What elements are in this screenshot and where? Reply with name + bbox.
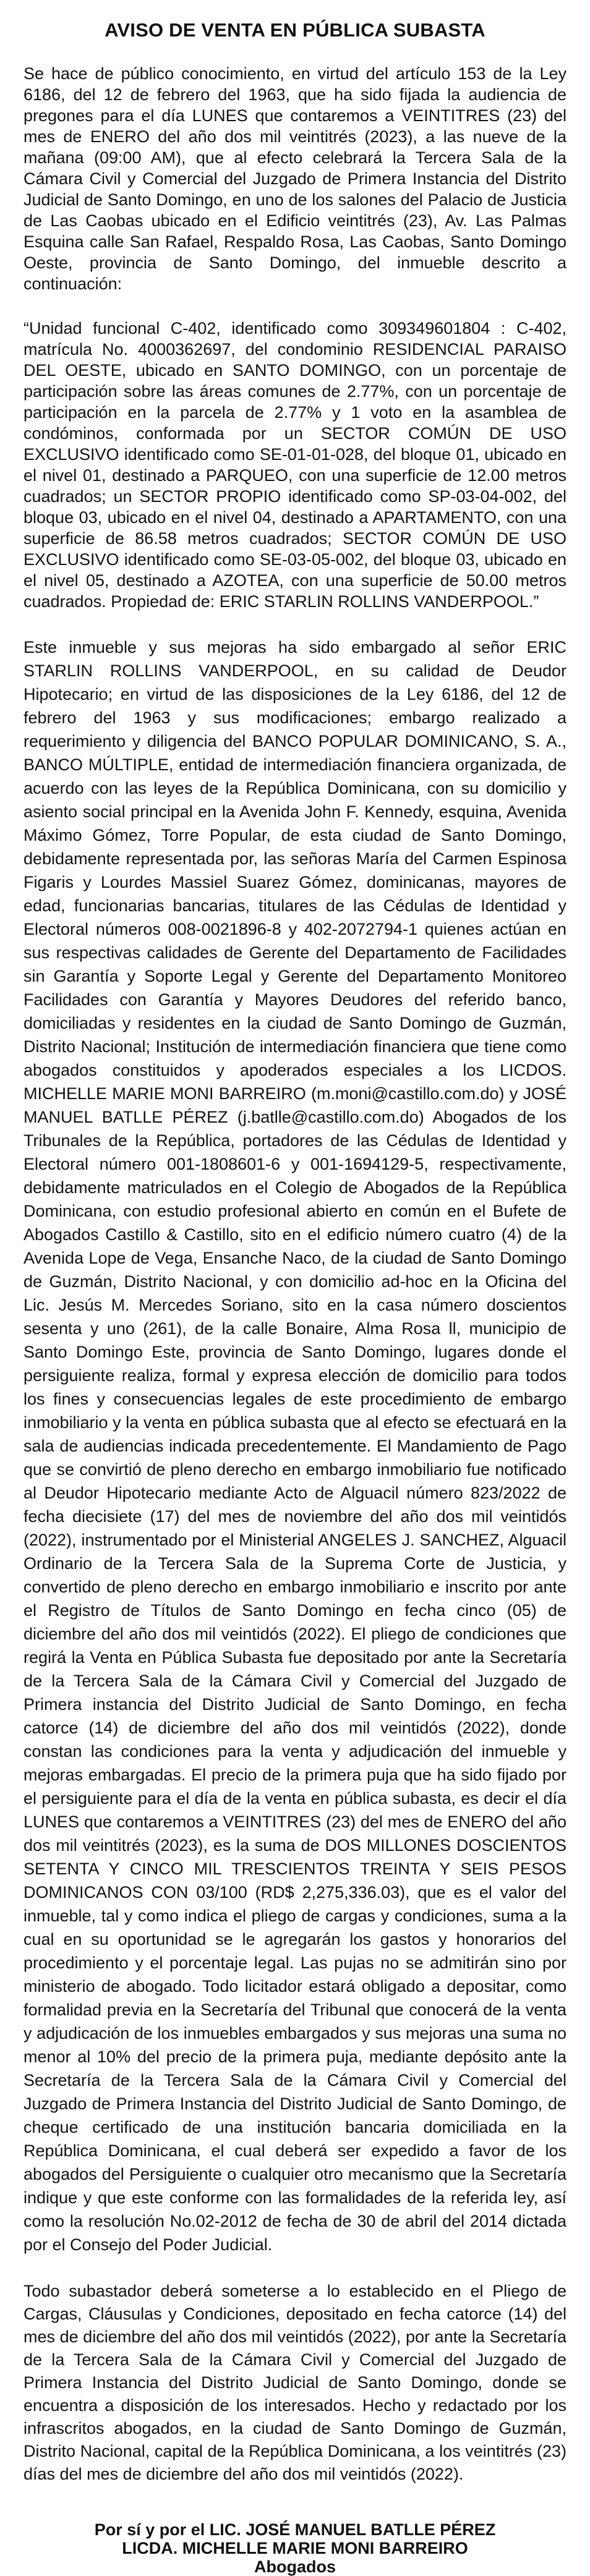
notice-title: AVISO DE VENTA EN PÚBLICA SUBASTA [105,19,485,41]
notice-paragraph-bidding-conditions: Todo subastador deberá someterse a lo establecido en el Pliego de Cargas, Cláusulas y Condiciones, depositado en fecha catorce (14) del mes de diciembre del año dos mil veintidós (2022), por ante la Secretaría de la Tercera Sala de la Cámara Civil y Comercial del Juzgado de Primera Instancia del Distrito Judicial de Santo Domingo, donde se encuentra a disposición de los interesados. Hecho y redactado por los infrascritos abogados, en la ciudad de Santo Domingo de Guzmán, Distrito Nacional, capital de la República Dominicana, a los veintitrés (23) días del mes de diciembre del año dos mil veintidós (2022). [24,2282,566,2483]
signature-line-2: LICDA. MICHELLE MARIE MONI BARREIRO [122,2539,468,2557]
notice-paragraph-property-description: “Unidad funcional C-402, identificado como 309349601804 : C-402, matrícula No. 4000362697, del condominio RESIDENCIAL PARAISO DEL OESTE, ubicado en SANTO DOMINGO, con un porcentaje de participación sobre las áreas comunes de 2.77%, con un porcentaje de participación en la parcela de 2.77% y 1 voto en la asamblea de condóminos, conformada por un SECTOR COMÚN DE USO EXCLUSIVO identificado como SE-01-01-028, del bloque 01, ubicado en el nivel 01, destinado a PARQUEO, con una superficie de 12.00 metros cuadrados; un SECTOR PROPIO identificado como SP-03-04-002, del bloque 03, ubicado en el nivel 04, destinado a APARTAMENTO, con una superficie de 86.58 metros cuadrados; SECTOR COMÚN DE USO EXCLUSIVO identificado como SE-03-05-002, del bloque 03, ubicado en el nivel 05, destinado a AZOTEA, con una superficie de 50.00 metros cuadrados. Propiedad de: ERIC STARLIN ROLLINS VANDERPOOL.” [24,319,566,611]
signature-line-1: Por sí y por el LIC. JOSÉ MANUEL BATLLE PÉREZ [94,2520,496,2539]
notice-paragraph-seizure-details: Este inmueble y sus mejoras ha sido embargado al señor ERIC STARLIN ROLLINS VANDERPOOL, en su calidad de Deudor Hipotecario; en virtud de las disposiciones de la Ley 6186, del 12 de febrero del 1963 y sus modificaciones; embargo realizado a requerimiento y diligencia del BANCO POPULAR DOMINICANO, S. A., BANCO MÚLTIPLE, entidad de intermediación financiera organizada, de acuerdo con las leyes de la República Dominicana, con su domicilio y asiento social principal en la Avenida John F. Kennedy, esquina, Avenida Máximo Gómez, Torre Popular, de esta ciudad de Santo Domingo, debidamente representada por, las señoras María del Carmen Espinosa Figaris y Lourdes Massiel Suarez Gómez, dominicanas, mayores de edad, funcionarias bancarias, titulares de las Cédulas de Identidad y Electoral números 008-0021896-8 y 402-2072794-1 quienes actúan en sus respectivas calidades de Gerente del Departamento de Facilidades sin Garantía y Soporte Legal y Gerente del Departamento Monitoreo Facilidades con Garantía y Mayores Deudores del referido banco, domiciliadas y residentes en la ciudad de Santo Domingo de Guzmán, Distrito Nacional; Institución de intermediación financiera que tiene como abogados constituidos y apoderados especiales a los LICDOS. MICHELLE MARIE MONI BARREIRO (m.moni@castillo.com.do) y JOSÉ MANUEL BATLLE PÉREZ (j.batlle@castillo.com.do) Abogados de los Tribunales de la República, portadores de las Cédulas de Identidad y Electoral número 001-1808601-6 y 001-1694129-5, respectivamente, debidamente matriculados en el Colegio de Abogados de la República Dominicana, con estudio profesional abierto en común en el Bufete de Abogados Castillo & Castillo, sito en el edificio número cuatro (4) de la Avenida Lope de Vega, Ensanche Naco, de la ciudad de Santo Domingo de Guzmán, Distrito Nacional, y con domicilio ad-hoc en la Oficina del Lic. Jesús M. Mercedes Soriano, sito en la casa número doscientos sesenta y uno (261), de la calle Bonaire, Alma Rosa ll, municipio de Santo Domingo Este, provincia de Santo Domingo, lugares donde el persiguiente realiza, formal y expresa elección de domicilio para todos los fines y consecuencias legales de este procedimiento de embargo inmobiliario y la venta en pública subasta que al efecto se efectuará en la sala de audiencias indicada precedentemente. El Mandamiento de Pago que se convirtió de pleno derecho en embargo inmobiliario fue notificado al Deudor Hipotecario mediante Acto de Alguacil número 823/2022 de fecha diecisiete (17) del mes de noviembre del año dos mil veintidós (2022), instrumentado por el Ministerial ANGELES J. SANCHEZ, Alguacil Ordinario de la Tercera Sala de la Suprema Corte de Justicia, y convertido de pleno derecho en embargo inmobiliario e inscrito por ante el Registro de Títulos de Santo Domingo en fecha cinco (05) de diciembre del año dos mil veintidós (2022). El pliego de condiciones que regirá la Venta en Pública Subasta fue depositado por ante la Secretaría de la Tercera Sala de la Cámara Civil y Comercial del Juzgado de Primera instancia del Distrito Judicial de Santo Domingo, en fecha catorce (14) de diciembre del año dos mil veintidós (2022), donde constan las condiciones para la venta y adjudicación del inmueble y mejoras embargadas. El precio de la primera puja que ha sido fijado por el persiguiente para el día de la venta en pública subasta, es decir el día LUNES que contaremos a VEINTITRES (23) del mes de ENERO del año dos mil veintitrés (2023), es la suma de DOS MILLONES DOSCIENTOS SETENTA Y CINCO MIL TRESCIENTOS TREINTA Y SEIS PESOS DOMINICANOS CON 03/100 (RD$ 2,275,336.03), que es el valor del inmueble, tal y como indica el pliego de cargas y condiciones, suma a la cual en su oportunidad se le agregarán los gastos y honorarios del procedimiento y el porcentaje legal. Las pujas no se admitirán sino por ministerio de abogado. Todo licitador estará obligado a depositar, como formalidad previa en la Secretaría del Tribunal que conocerá de la venta y adjudicación de los inmuebles embargados y sus mejoras una suma no menor al 10% del precio de la primera puja, mediante depósito ante la Secretaría de la Tercera Sala de la Cámara Civil y Comercial del Juzgado de Primera Instancia del Distrito Judicial de Santo Domingo, de cheque certificado de una institución bancaria domiciliada en la República Dominicana, el cual deberá ser expedido a favor de los abogados del Persiguiente o cualquier otro mecanismo que la Secretaría indique y que este conforme con las formalidades de la referida ley, así como la resolución No.02-2012 de fecha de 30 de abril del 2014 dictada por el Consejo del Poder Judicial. [24,638,566,2254]
signature-line-3: Abogados [254,2557,336,2576]
signature-block [24,2520,566,2576]
notice-paragraph-hearing: Se hace de público conocimiento, en virtud del artículo 153 de la Ley 6186, del 12 de febrero del 1963, que ha sido fijada la audiencia de pregones para el día LUNES que contaremos a VEINTITRES (23) del mes de ENERO del año dos mil veintitrés (2023), a las nueve de la mañana (09:00 AM), que al efecto celebrará la Tercera Sala de la Cámara Civil y Comercial del Juzgado de Primera Instancia del Distrito Judicial de Santo Domingo, en uno de los salones del Palacio de Justicia de Las Caobas ubicado en el Edificio veintitrés (23), Av. Las Palmas Esquina calle San Rafael, Respaldo Rosa, Las Caobas, Santo Domingo Oeste, provincia de Santo Domingo, del inmueble descrito a continuación: [24,64,566,293]
